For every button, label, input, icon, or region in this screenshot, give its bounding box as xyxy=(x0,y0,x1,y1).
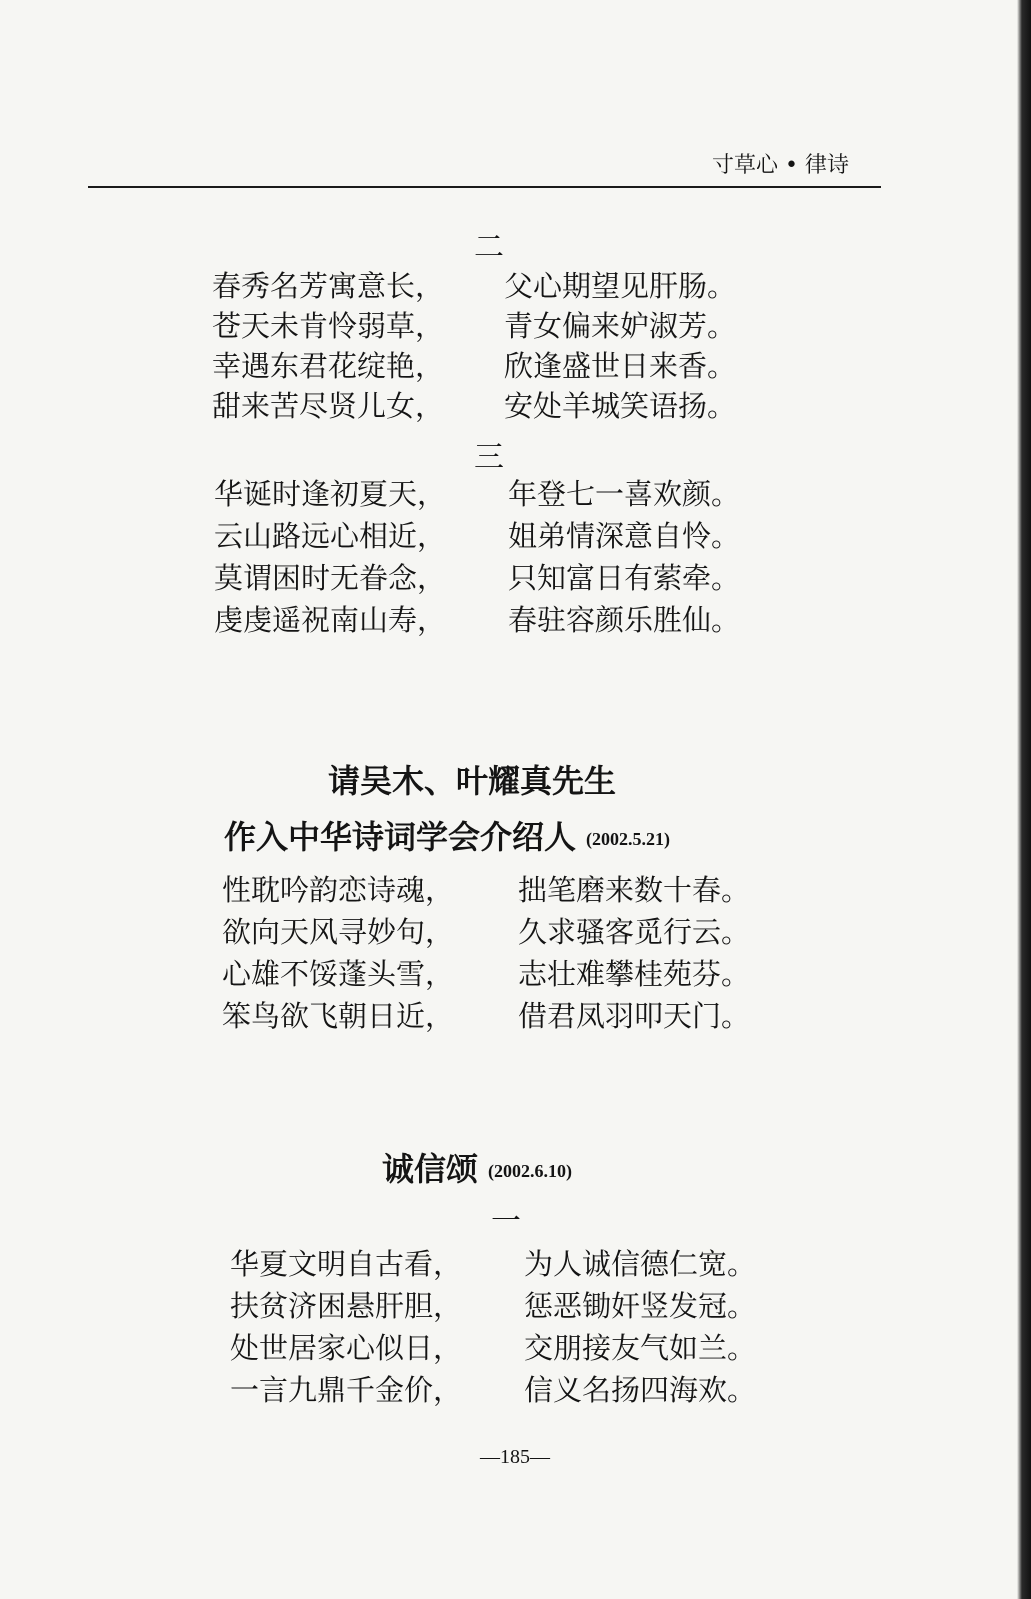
poem-title-chengxin xyxy=(382,1144,572,1190)
poem-date: (2002.6.10) xyxy=(488,1161,573,1181)
poem-title-line-2 xyxy=(224,812,670,858)
page-number: —185— xyxy=(480,1446,550,1468)
running-header: 寸草心 • 律诗 xyxy=(712,153,849,178)
poem-date: (2002.5.21) xyxy=(586,829,671,849)
header-rule xyxy=(88,186,881,188)
poem-title-text: 作入中华诗词学会介绍人 xyxy=(224,818,577,856)
section-number-2: 二 xyxy=(474,230,504,265)
poem-title-text: 诚信颂 xyxy=(382,1150,479,1188)
section-number-1: 一 xyxy=(491,1204,521,1239)
section-number-3: 三 xyxy=(474,440,504,475)
poem-title-line-1: 请吴木、叶耀真先生 xyxy=(328,762,617,800)
page-edge-shadow xyxy=(1017,0,1031,1599)
